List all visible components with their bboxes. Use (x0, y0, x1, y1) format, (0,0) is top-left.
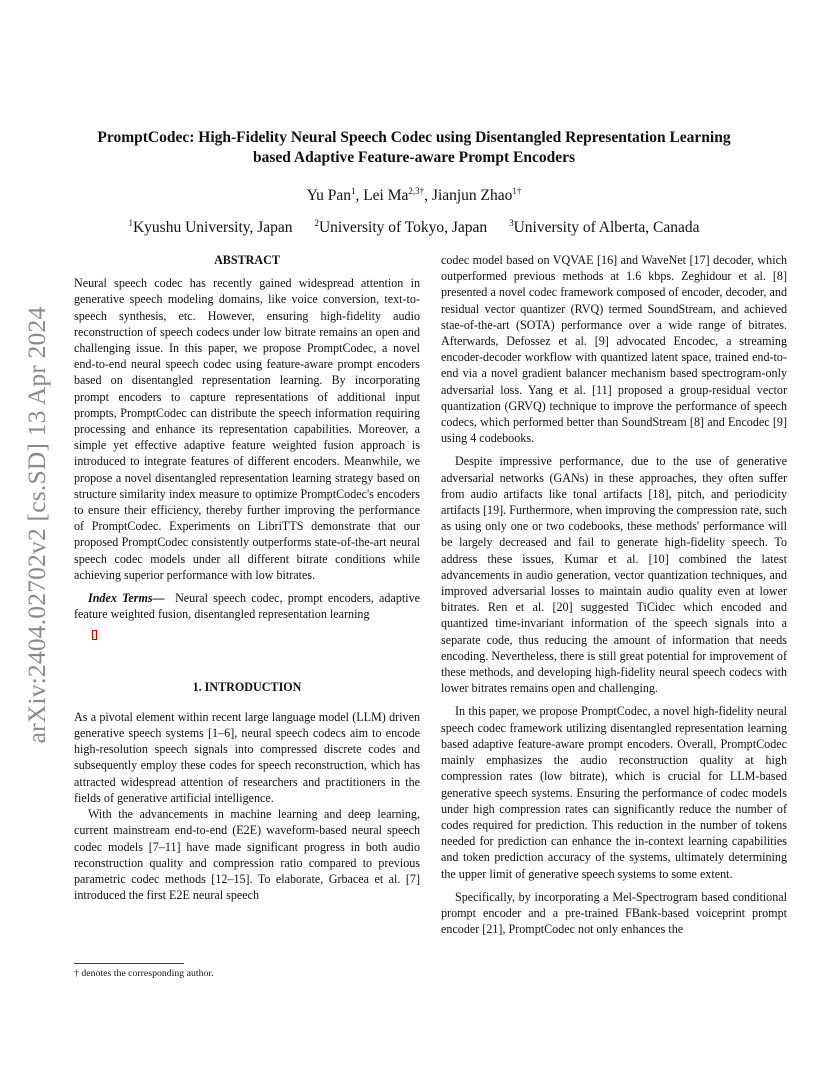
author-name: Lei Ma (363, 187, 409, 204)
affiliation: $^2$University of Tokyo, Japan (314, 218, 488, 236)
footnote-rule (74, 963, 184, 964)
author-name: Yu Pan (306, 187, 351, 204)
right-column (441, 252, 787, 937)
intro-paragraph-2: With the advancements in machine learning and deep learning, current mainstream end-to-end (E2E) waveform-based neural speech codec models [7–11] have made significant progress in both audio reconstruction quality and compression ratio compared to previous parametric codec methods [12–15]. To elaborate, Grbacea et al. [7] introduced the first E2E neural speech (74, 807, 420, 903)
right-paragraph-3: In this paper, we propose PromptCodec, a novel high-fidelity neural speech codec framework utilizing disentangled representation learning based adaptive feature-aware prompt encoders. Overall, PromptCodec mainly emphasizes the audio reconstruction quality at high compression rates (low bitrate), which is crucial for LLM-based generative speech systems. Ensuring the performance of codec models under high compression rates can significantly reduce the number of codes required for prediction. This reduction in the number of tokens needed for prediction can enhance the in-context learning capabilities and token prediction accuracy of the systems, ultimately determining the upper limit of generative speech systems to some extent. (441, 704, 787, 881)
right-paragraph-1: codec model based on VQVAE [16] and WaveNet [17] decoder, which outperformed previous methods at 1.6 kbps. Zeghidour et al. [8] presented a novel codec framework composed of encoder, decoder, and residual vector quantizer (RVQ) termed SoundStream, and achieved stae-of-the-art (SOTA) performance over a wide range of bitrates. Afterwards, Defossez et al. [9] advocated Encodec, a streaming encoder-decoder workflow with quantized latent space, trained end-to-end via a novel gradient balancer mechanism based spectrogram-only adversarial loss. Yang et al. [11] proposed a group-residual vector quantization (GRVQ) technique to improve the performance of speech codecs, which performed better than SoundStream [8] and Encodec [9] using 4 codebooks. (441, 253, 787, 446)
right-paragraph-2: Despite impressive performance, due to the use of generative adversarial networks (GANs) in these approaches, they often suffer from audio artifacts like tonal artifacts [18], pitch, and periodicity artifacts [19]. Furthermore, when improving the compression rate, such as using only one or two codebooks, these methods' performance will be largely decreased and fail to generate high-fidelity speech. To address these issues, Kumar et al. [10] combined the latest advancements in audio generation, vector quantization techniques, and improved adversarial losses to maintain audio quality even at lower bitrates. Ren et al. [20] suggested TiCidec which encoded and quantized time-invariant information of the speech signals into a separate code, thus reducing the amount of information that needs encoding. Nevertheless, there is still great potential for improvement of these methods, and developing high-fidelity neural speech codecs with lower bitrates remains open and challenging. (441, 454, 787, 696)
abstract-heading: ABSTRACT (214, 253, 280, 267)
index-terms (74, 590, 420, 622)
footnote-text: † denotes the corresponding author. (74, 968, 214, 979)
author-name: Jianjun Zhao (431, 187, 513, 204)
affiliation: $^1$Kyushu University, Japan (128, 218, 293, 236)
affiliation: $^3$University of Alberta, Canada (509, 218, 700, 236)
section-heading-introduction: 1. INTRODUCTION (192, 679, 302, 694)
intro-paragraph-1: As a pivotal element within recent large language model (LLM) driven generative speech systems [1–6], neural speech codecs aim to encode high-resolution speech signals into compressed discrete codes and subsequently employ these codes for speech reconstruction, which has attracted widespread attention of researchers and practitioners in the fields of generative artificial intelligence. (74, 709, 420, 805)
link-marker-icon (74, 622, 420, 644)
left-column (74, 252, 420, 903)
abstract-text: Neural speech codec has recently gained widespread attention in generative speech modeling domains, like voice conversion, text-to-speech synthesis, etc. However, ensuring high-fidelity audio reconstruction of speech codecs under low bitrate remains an open and challenging issue. In this paper, we propose PromptCodec, a novel end-to-end neural speech codec using feature-aware prompt encoders based on disentangled representation learning. By incorporating prompt encoders to capture representations of additional input prompts, PromptCodec can distribute the speech information requiring processing and enhance its representation capabilities. Moreover, a simple yet effective adaptive feature weighted fusion approach is introduced to integrate features of different encoders. Meanwhile, we propose a novel disentangled representation learning strategy based on structure similarity index measure to optimize PromptCodec's encoders to ensure their efficiency, thereby further improving the performance of PromptCodec. Experiments on LibriTTS demonstrate that our proposed PromptCodec consistently outperforms state-of-the-art neural speech codec models under all different bitrate conditions while achieving superior performance with low bitrates. (74, 276, 420, 582)
title-line-2: based Adaptive Feature-aware Prompt Encoders (252, 149, 576, 166)
index-terms-label: Index Terms— (88, 591, 165, 606)
author-list: Yu Pan$^1$, Lei $Ma^{2,3\dagger}$, Jianjun Zhao$^{1\dagger}$ (306, 186, 522, 204)
paper-title (60, 128, 768, 168)
affiliation-list (60, 219, 768, 237)
footnote (74, 963, 420, 979)
title-line-1: PromptCodec: High-Fidelity Neural Speech Codec using Disentangled Representation Learning (97, 129, 731, 146)
index-terms-text: Neural speech codec, prompt encoders, adaptive feature weighted fusion, disentangled representation learning (74, 591, 420, 622)
arxiv-identifier: arXiv:2404.02702v2 [cs.SD] 13 Apr 2024 (22, 306, 51, 744)
right-paragraph-4: Specifically, by incorporating a Mel-Spectrogram based conditional prompt encoder and a pre-trained FBank-based voiceprint prompt encoder [21], PromptCodec not only enhances the (441, 889, 787, 937)
